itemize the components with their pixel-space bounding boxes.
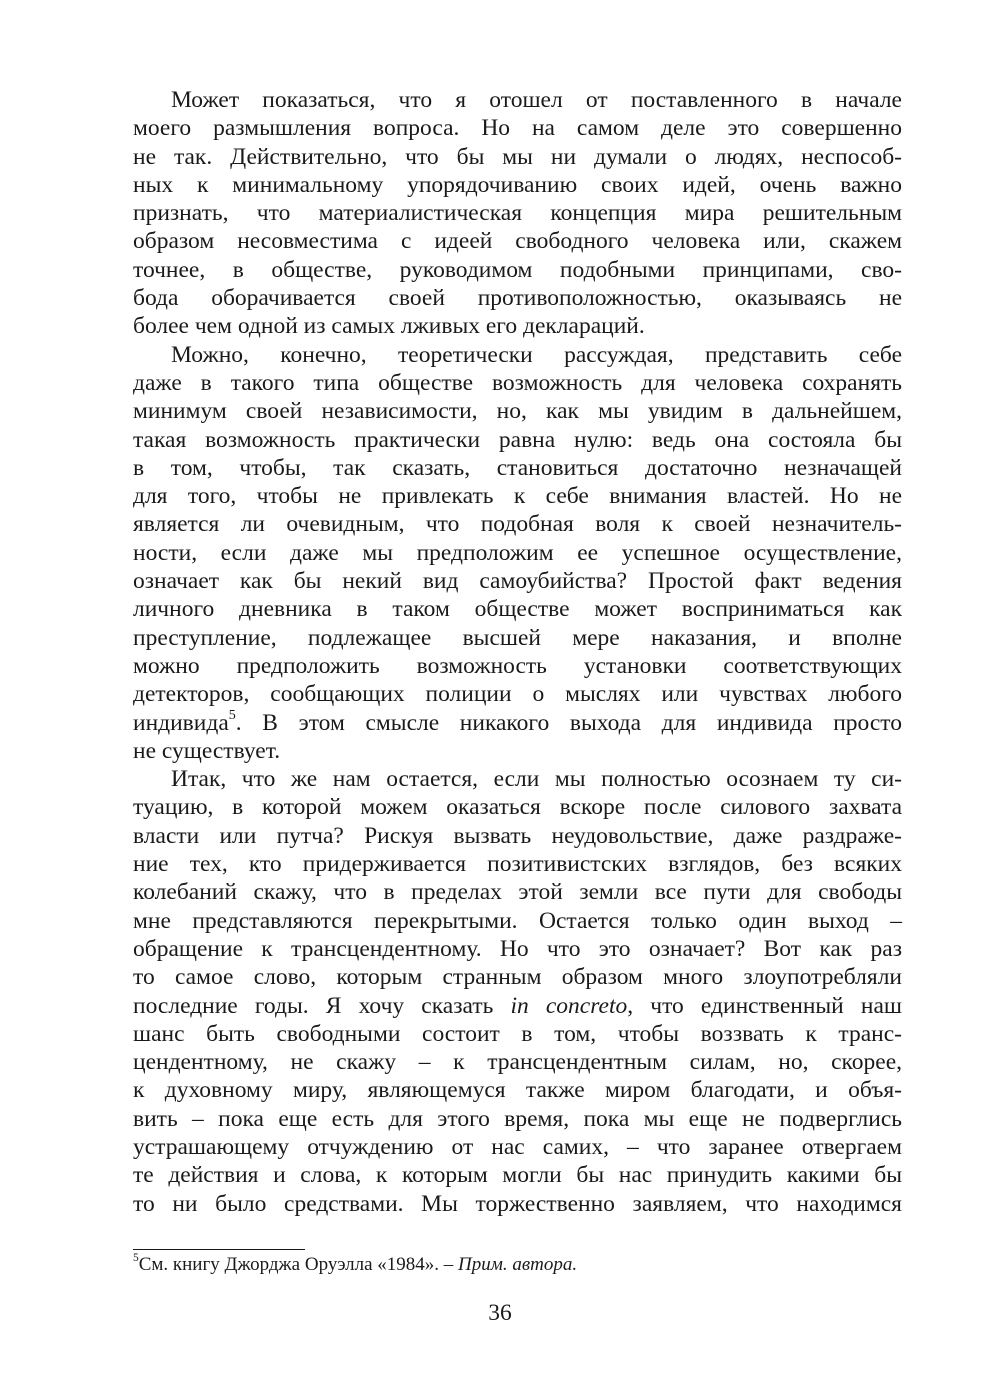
text-line: минимум своей независимости, но, как мы увидим в дальнейшем, <box>133 398 902 425</box>
text-line: то самое слово, которым странным образом много злоупотребляли <box>133 964 902 991</box>
paragraph-1 <box>133 86 902 341</box>
text-line: бода оборачивается своей противоположностью, оказываясь не <box>133 285 902 312</box>
page-body <box>133 86 902 1218</box>
text-line: признать, что материалистическая концепция мира решительным <box>133 200 902 227</box>
footnote-divider <box>133 1249 305 1250</box>
text-line: власти или путча? Рискуя вызвать неудовольствие, даже раздраже- <box>133 822 902 849</box>
text-line: даже в такого типа обществе возможность для человека сохранять <box>133 369 902 396</box>
text-line: обращение к трансцендентному. Но что это означает? Вот как раз <box>133 935 902 962</box>
text-segment: . В этом смысле никакого выхода для индивида просто <box>235 709 902 736</box>
footnote-number: 5 <box>133 1251 139 1264</box>
text-line: такая возможность практически равна нулю: ведь она состояла бы <box>133 426 902 453</box>
text-line: точнее, в обществе, руководимом подобными принципами, сво- <box>133 256 902 283</box>
text-line-with-footnote <box>133 706 902 737</box>
text-line: преступление, подлежащее высшей мере наказания, и вполне <box>133 624 902 651</box>
text-line: цендентному, не скажу – к трансцендентным силам, но, скорее, <box>133 1049 902 1076</box>
text-line: туацию, в которой можем оказаться вскоре после силового захвата <box>133 794 902 821</box>
italic-phrase: in concreto <box>510 992 628 1019</box>
text-line: не существует. <box>133 737 281 764</box>
text-line: устрашающему отчуждению от нас самих, – что заранее отвергаем <box>133 1133 902 1160</box>
text-line: можно предположить возможность установки соответствующих <box>133 652 902 679</box>
text-line: мне представляются перекрытыми. Остается только один выход – <box>133 907 902 934</box>
page-number: 36 <box>488 1300 512 1326</box>
text-line: ных к минимальному упорядочиванию своих идей, очень важно <box>133 171 902 198</box>
text-segment: индивида <box>133 709 229 736</box>
text-segment: , что единственный наш <box>627 992 903 1019</box>
text-line: для того, чтобы не привлекать к себе внимания властей. Но не <box>133 483 902 510</box>
text-line: является ли очевидным, что подобная воля к своей незначитель- <box>133 511 902 538</box>
paragraph-2 <box>133 341 902 765</box>
text-line: то ни было средствами. Мы торжественно заявляем, что находимся <box>133 1190 902 1217</box>
text-line: Может показаться, что я отошел от поставленного в начале <box>171 87 902 113</box>
footnote-author-note: Прим. автора. <box>458 1254 578 1275</box>
footnote-marker[interactable]: 5 <box>228 706 236 723</box>
text-line: в том, чтобы, так сказать, становиться достаточно незначащей <box>133 454 902 481</box>
text-line: Можно, конечно, теоретически рассуждая, представить себе <box>171 341 902 368</box>
footnote-text: См. книгу Джорджа Оруэлла «1984». – <box>138 1254 459 1275</box>
text-line: детекторов, сообщающих полиции о мыслях или чувствах любого <box>133 681 902 708</box>
text-line: Итак, что же нам остается, если мы полностью осознаем ту си- <box>171 766 902 793</box>
text-line-with-italic <box>133 992 902 1020</box>
footnote <box>133 1252 577 1278</box>
text-line: личного дневника в таком обществе может восприниматься как <box>133 596 902 623</box>
text-line: образом несовместима с идеей свободного человека или, скажем <box>133 228 902 255</box>
paragraph-3 <box>133 765 902 1218</box>
text-line: шанс быть свободными состоит в том, чтобы воззвать к транс- <box>133 1020 902 1047</box>
text-line: моего размышления вопроса. Но на самом деле это совершенно <box>133 115 902 142</box>
text-line: к духовному миру, являющемуся также миром благодати, и объя- <box>133 1077 902 1104</box>
text-line: ности, если даже мы предположим ее успешное осуществление, <box>133 539 902 566</box>
text-line: вить – пока еще есть для этого время, пока мы еще не подверглись <box>133 1105 902 1132</box>
text-line: более чем одной из самых лживых его деклараций. <box>133 313 645 340</box>
text-line: колебаний скажу, что в пределах этой земли все пути для свободы <box>133 879 902 906</box>
text-line: означает как бы некий вид самоубийства? Простой факт ведения <box>133 568 902 595</box>
text-line: те действия и слова, к которым могли бы нас принудить какими бы <box>133 1162 902 1189</box>
text-segment: последние годы. Я хочу сказать <box>133 992 511 1019</box>
text-line: не так. Действительно, что бы мы ни думали о людях, неспособ- <box>133 143 902 170</box>
text-line: ние тех, кто придерживается позитивистских взглядов, без всяких <box>133 851 902 878</box>
